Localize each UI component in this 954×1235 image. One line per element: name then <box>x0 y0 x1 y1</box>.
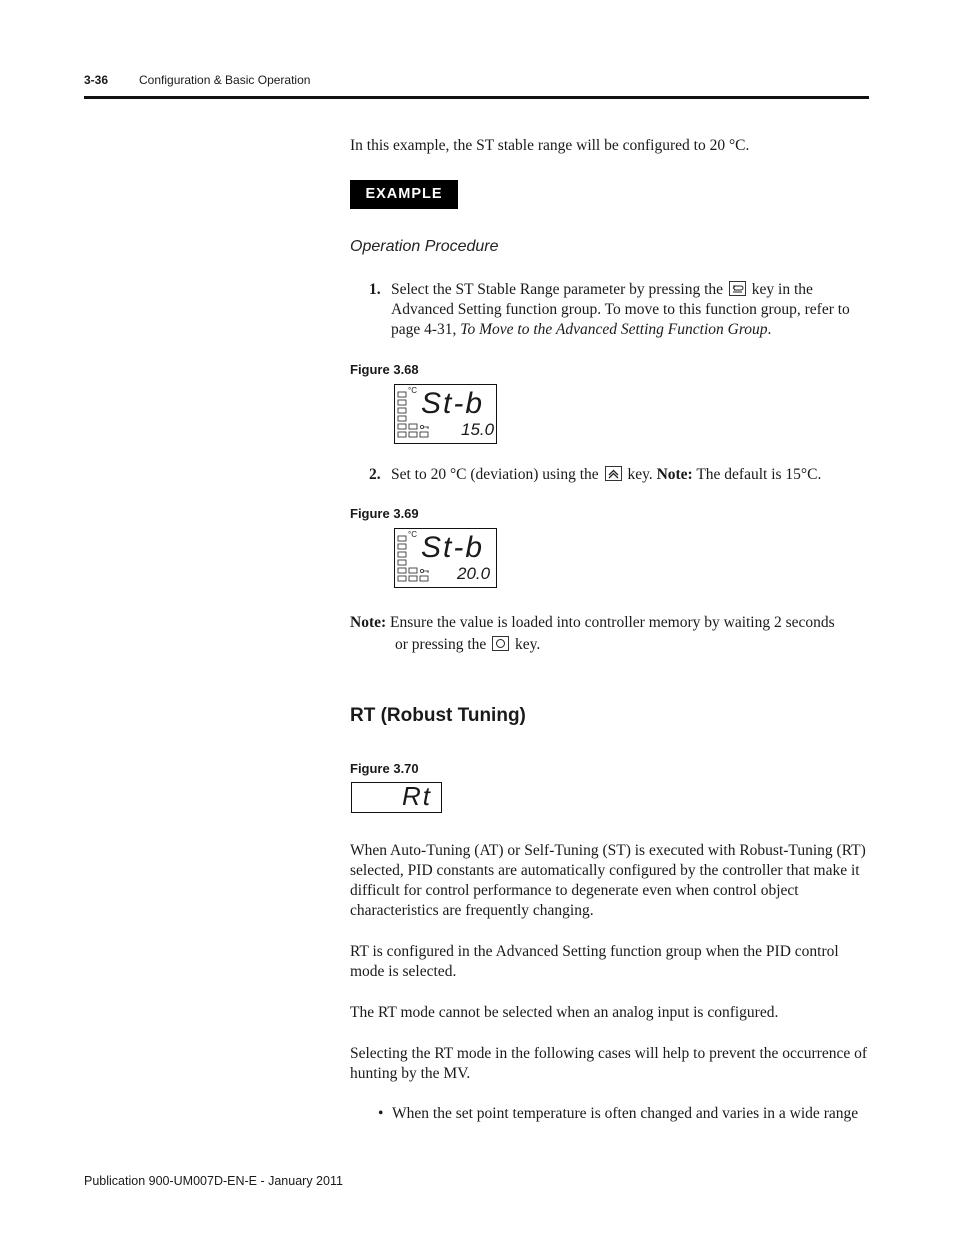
paragraph: When Auto-Tuning (AT) or Self-Tuning (ST) is executed with Robust-Tuning (RT) selected, PID constants are automatically configured by the controller that make it difficult for control performance to degenerate even when control object characteristics are frequently changing. <box>350 842 866 919</box>
figure-3-69-label: Figure 3.69 <box>350 506 419 521</box>
paragraph: Selecting the RT mode in the following cases will help to prevent the occurrence of hunting by the MV. <box>350 1045 868 1082</box>
operation-procedure-heading: Operation Procedure <box>350 238 499 255</box>
bullet-marker: • <box>378 1105 384 1122</box>
list-item <box>378 1104 868 1124</box>
figure-3-68-label: Figure 3.68 <box>350 362 419 377</box>
step-note-label: Note: <box>656 466 693 483</box>
note-text: Ensure the value is loaded into controller memory by waiting 2 seconds <box>390 614 835 631</box>
step-end-punct: . <box>767 321 772 338</box>
step-text: Set to 20 °C (deviation) using the <box>391 466 599 483</box>
section-heading: RT (Robust Tuning) <box>350 705 526 726</box>
step-text: Select the ST Stable Range parameter by pressing the <box>391 281 724 298</box>
step-number: 2. <box>369 466 381 483</box>
note-label: Note: <box>350 614 387 631</box>
display-bottom-readout: 20.0 <box>457 564 491 583</box>
cross-reference-link[interactable]: To Move to the Advanced Setting Function Group <box>460 321 768 338</box>
step-2 <box>369 465 869 485</box>
display-bottom-readout: 15.0 <box>461 420 495 439</box>
mode-key-icon <box>729 281 746 296</box>
enter-key-icon <box>492 636 509 651</box>
note-text-cont: or pressing the <box>395 636 487 653</box>
figure-3-70-label: Figure 3.70 <box>350 761 419 776</box>
intro-text: In this example, the ST stable range will be configured to 20 °C. <box>350 137 750 154</box>
controller-display-fig-3-70 <box>351 782 442 813</box>
celsius-indicator: °C <box>408 530 417 539</box>
display-top-readout: St-b <box>421 387 485 420</box>
step-number: 1. <box>369 281 381 298</box>
list-item-text: When the set point temperature is often changed and varies in a wide range <box>392 1105 859 1122</box>
display-top-readout: St-b <box>421 531 485 564</box>
up-key-icon <box>605 466 622 481</box>
step-note-text: The default is 15°C. <box>696 466 822 483</box>
paragraph: RT is configured in the Advanced Setting function group when the PID control mode is selected. <box>350 943 839 980</box>
page-number: 3-36 <box>84 73 109 87</box>
step-1 <box>369 280 869 340</box>
note-block <box>350 613 870 655</box>
controller-display-fig-3-69 <box>394 528 497 588</box>
header-rule <box>84 96 869 99</box>
example-badge: EXAMPLE <box>350 180 458 209</box>
paragraph: The RT mode cannot be selected when an analog input is configured. <box>350 1004 779 1021</box>
display-readout: Rt <box>402 781 432 811</box>
note-text-end: key. <box>515 636 541 653</box>
controller-display-fig-3-68 <box>394 384 497 444</box>
step-text-cont: key. <box>627 466 653 483</box>
footer-publication: Publication 900-UM007D-EN-E - January 2011 <box>84 1174 343 1188</box>
step-text-cont: key in the Advanced Setting function group. To move to this function group, refer to page 4-31, <box>391 281 850 338</box>
running-header-title: Configuration & Basic Operation <box>139 73 311 87</box>
celsius-indicator: °C <box>408 386 417 395</box>
